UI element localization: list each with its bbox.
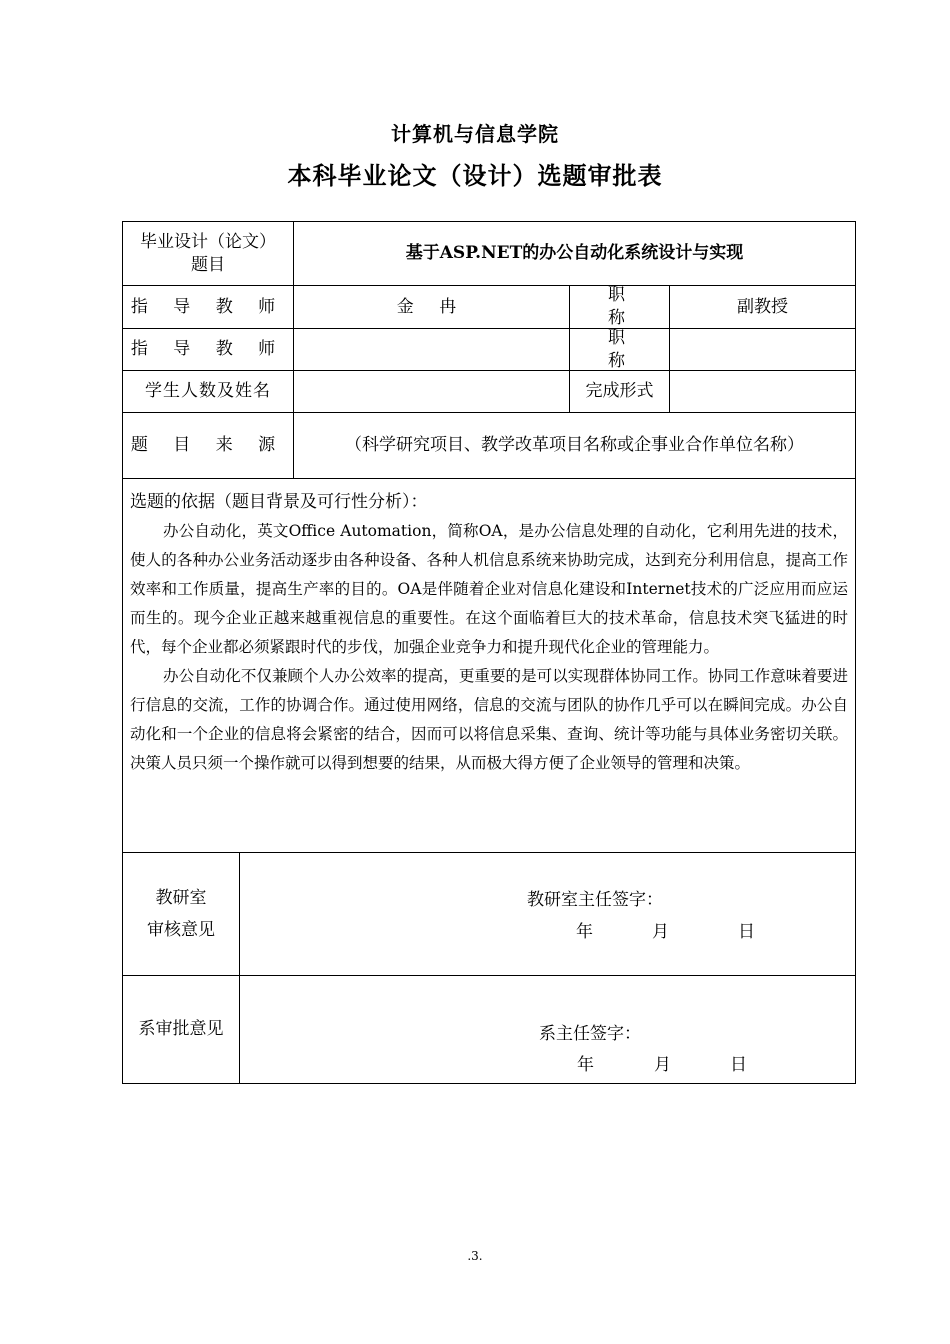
dept-review-label [123, 853, 239, 975]
source-value: （科学研究项目、教学改革项目名称或企事业合作单位名称） [345, 435, 804, 455]
month-label: 月 [652, 922, 669, 942]
completion-value [670, 371, 855, 412]
basis-heading: 选题的依据（题目背景及可行性分析）： [130, 492, 428, 512]
year-label: 年 [576, 922, 593, 942]
students-value [294, 371, 569, 412]
title-label: 职 称 [608, 327, 653, 371]
faculty-sign-date [577, 1050, 747, 1075]
advisor-name: 金 冉 [396, 296, 467, 317]
dept-signature-label: 教研室主任签字： [527, 890, 663, 910]
basis-paragraph: 办公自动化不仅兼顾个人办公效率的提高，更重要的是可以实现群体协同工作。协同工作意味着要进行信息的交流，工作的协调合作。通过使用网络，信息的交流与团队的协作几乎可以在瞬间完成。办公自动化和一个企业的信息将会紧密的结合，因而可以将信息采集、查询、统计等功能与具体业务密切关联。决策人员只须一个操作就可以得到想要的结果，从而极大得方便了企业领导的管理和决策。 [130, 667, 848, 772]
advisor-label: 指 导 教 师 [130, 296, 286, 317]
completion-label: 完成形式 [585, 381, 654, 401]
day-label: 日 [738, 922, 755, 942]
dept-label-line2: 审核意见 [147, 920, 215, 940]
faculty-signature-label: 系主任签字： [539, 1024, 641, 1044]
basis-paragraph: 办公自动化，英文Office Automation，简称OA，是办公信息处理的自动化，它利用先进的技术，使人的各种办公业务活动逐步由各种设备、各种人机信息系统来协助完成，达到充分利用信息，提高工作效率和工作质量，提高生产率的目的。OA是伴随着企业对信息化建设和Internet技术的广泛应用而应运而生的。现今企业正越来越重视信息的重要性。在这个面临着巨大的技术革命，信息技术突飞猛进的时代，每个企业都必须紧跟时代的步伐，加强企业竞争力和提升现代化企业的管理能力。 [130, 522, 848, 656]
page-number: .3. [467, 1249, 483, 1263]
faculty-review-label: 系审批意见 [138, 1019, 224, 1039]
topic-label-line2: 题目 [191, 254, 225, 275]
day-label: 日 [730, 1055, 747, 1075]
topic-label [123, 222, 293, 285]
col-divider [239, 852, 240, 1084]
college-title: 计算机与信息学院 [391, 122, 559, 146]
dept-label-line1: 教研室 [155, 888, 207, 908]
source-label: 题 目 来 源 [130, 435, 286, 455]
year-label: 年 [577, 1055, 594, 1075]
form-title: 本科毕业论文（设计）选题审批表 [287, 161, 663, 190]
row-divider [123, 478, 855, 479]
advisor-title [670, 329, 855, 370]
topic-basis [130, 488, 848, 778]
students-label: 学生人数及姓名 [145, 381, 271, 401]
title-label: 职 称 [608, 285, 653, 328]
advisor-name [294, 329, 569, 370]
topic-label-line1: 毕业设计（论文） [140, 231, 276, 252]
month-label: 月 [654, 1055, 671, 1075]
dept-sign-date [576, 917, 755, 942]
topic-value: 基于ASP.NET的办公自动化系统设计与实现 [405, 243, 744, 263]
advisor-label: 指 导 教 师 [130, 339, 286, 359]
advisor-title: 副教授 [737, 296, 788, 317]
